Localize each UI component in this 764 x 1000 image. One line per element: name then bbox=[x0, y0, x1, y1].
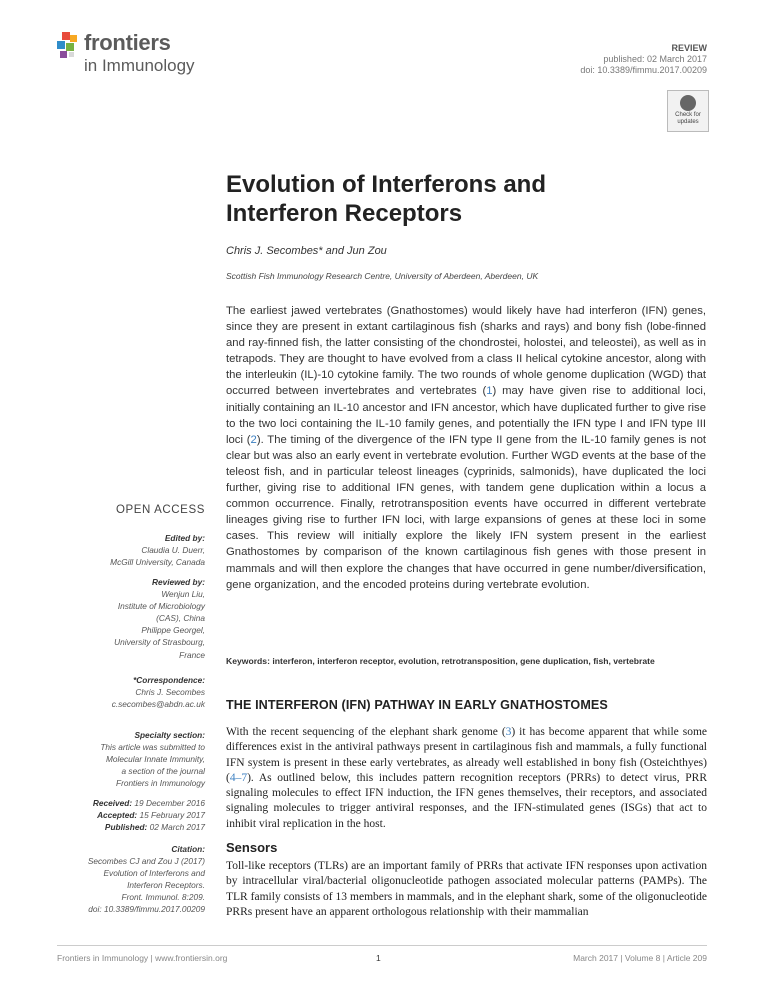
correspondence-block bbox=[58, 674, 205, 710]
published-date: published: 02 March 2017 bbox=[603, 54, 707, 64]
correspondence-name: Chris J. Secombes bbox=[135, 687, 205, 698]
specialty-line: This article was submitted to bbox=[100, 742, 205, 753]
citation-line[interactable]: doi: 10.3389/fimmu.2017.00209 bbox=[88, 904, 205, 915]
correspondence-label: *Correspondence: bbox=[133, 675, 205, 685]
affiliation: Scottish Fish Immunology Research Centre, University of Aberdeen, Aberdeen, UK bbox=[226, 271, 539, 281]
citation-link-1[interactable]: 1 bbox=[486, 385, 493, 398]
citation-label: Citation: bbox=[171, 844, 205, 854]
accepted-date: 15 February 2017 bbox=[139, 810, 205, 821]
reviewer-line: France bbox=[179, 649, 205, 660]
edited-by-label: Edited by: bbox=[164, 533, 205, 543]
p1-text-c: ). As outlined below, this includes pattern recognition receptors (PRRs) to detect virus, PRR signaling molecules to effect IFN induction, the IFN genes themselves, their receptors, and associated signaling molecules to trigger antiviral responses, and the IFN-stimulated genes (ISGs) that act to inhibit viral replication in the host. bbox=[226, 771, 707, 830]
correspondence-email[interactable]: c.secombes@abdn.ac.uk bbox=[111, 699, 205, 710]
citation-line: Evolution of Interferons and bbox=[103, 868, 205, 879]
footer-journal-link[interactable]: Frontiers in Immunology | www.frontiersin.org bbox=[57, 953, 228, 963]
p1-text-a: With the recent sequencing of the elephant shark genome ( bbox=[226, 726, 506, 738]
body-paragraph-2: Toll-like receptors (TLRs) are an important family of PRRs that activate IFN responses upon activation by intracellular viral/bacterial oligonucleotide pathogen associated molecular patterns (PAMPs). The TLR family consists of 13 members in mammals, and in the elephant shark, some of the oligonucleotide PRRs present have an apparent orthologous relationship with their mammalian bbox=[226, 860, 707, 918]
citation-line: Interferon Receptors. bbox=[127, 880, 205, 891]
dates-block bbox=[58, 797, 205, 833]
abstract bbox=[226, 303, 706, 593]
edited-by-block bbox=[58, 532, 205, 568]
reviewer-line: Wenjun Liu, bbox=[161, 589, 205, 600]
published-line bbox=[58, 821, 205, 833]
reviewer-line: Philippe Georgel, bbox=[141, 625, 205, 636]
authors: Chris J. Secombes* and Jun Zou bbox=[226, 245, 387, 257]
accepted-label: Accepted: bbox=[97, 810, 138, 821]
check-for-updates-icon bbox=[680, 95, 696, 111]
doi-link[interactable]: doi: 10.3389/fimmu.2017.00209 bbox=[580, 65, 707, 75]
footer-issue-info: March 2017 | Volume 8 | Article 209 bbox=[573, 953, 707, 963]
specialty-block bbox=[58, 729, 205, 789]
published-date-side: 02 March 2017 bbox=[149, 822, 205, 833]
received-date: 19 December 2016 bbox=[134, 798, 205, 808]
journal-logo-frontiers: frontiers bbox=[84, 30, 171, 55]
received-label: Received: bbox=[92, 798, 133, 808]
citation-line: Front. Immunol. 8:209. bbox=[121, 892, 205, 903]
citation-link-4-7[interactable]: 4–7 bbox=[229, 771, 248, 784]
reviewer-line: (CAS), China bbox=[156, 613, 205, 624]
citation-link-3[interactable]: 3 bbox=[505, 726, 512, 738]
keywords-list: interferon, interferon receptor, evolution, retrotransposition, gene duplication, fish, vertebrate bbox=[272, 656, 655, 666]
check-updates-line1: Check for bbox=[675, 112, 701, 118]
section-heading: THE INTERFERON (IFN) PATHWAY IN EARLY GNATHOSTOMES bbox=[226, 698, 608, 712]
keywords-label: Keywords: bbox=[226, 656, 270, 666]
article-title: Evolution of Interferons and Interferon Receptors bbox=[226, 171, 547, 227]
footer-divider bbox=[57, 945, 707, 946]
reviewed-by-label: Reviewed by: bbox=[151, 577, 205, 587]
journal-logo-name: in Immunology bbox=[84, 56, 195, 75]
specialty-line: Frontiers in Immunology bbox=[116, 778, 205, 789]
page-number: 1 bbox=[376, 953, 381, 963]
open-access-label: OPEN ACCESS bbox=[115, 504, 205, 516]
check-for-updates-button[interactable] bbox=[667, 90, 709, 132]
p1-text-b: ) it has become apparent that while some differences exist in the antiviral pathways present in cartilaginous fish and mammals, a fully functional IFN system is present in these early vertebrates, as already well established in bony fish (Osteichthyes) ( bbox=[226, 726, 707, 784]
frontiers-logo-icon bbox=[56, 32, 82, 62]
abstract-text-1: The earliest jawed vertebrates (Gnathostomes) would likely have had interferon (IFN) genes, since they are present in extant cartilaginous fish (sharks and rays) and bony fish (lobe-finned and ray-finned fish, the latter consisting of the chondrostei, holostei, and teleostei), as well as in tetrapods. They are thought to have evolved from a class II helical cytokine ancestor, along with the interleukin (IL)-10 cytokine family. The two rounds of whole genome duplication (WGD) that occurred between invertebrates and vertebrates ( bbox=[226, 305, 706, 398]
accepted-line bbox=[58, 809, 205, 821]
published-label: Published: bbox=[104, 822, 148, 833]
reviewer-line: Institute of Microbiology bbox=[117, 601, 205, 612]
article-type: REVIEW bbox=[671, 43, 707, 53]
reviewed-by-block bbox=[58, 576, 205, 661]
specialty-line: a section of the journal bbox=[121, 766, 205, 777]
body-paragraph-1 bbox=[226, 725, 707, 832]
keywords bbox=[226, 656, 706, 666]
editor-line: McGill University, Canada bbox=[110, 557, 205, 568]
citation-block bbox=[58, 843, 205, 916]
citation-line: Secombes CJ and Zou J (2017) bbox=[87, 856, 205, 867]
check-updates-line2: updates bbox=[677, 119, 699, 125]
abstract-text-2: ) may have given rise to additional loci, initially containing an IL-10 ancestor and IFN ancestor, which have duplicated further to give rise to the two loci containing the IL-10 family genes, and potentially the IFN type I and IFN type III loci ( bbox=[226, 385, 706, 446]
specialty-label: Specialty section: bbox=[134, 730, 205, 740]
subsection-heading: Sensors bbox=[226, 840, 278, 855]
editor-line: Claudia U. Duerr, bbox=[141, 545, 205, 556]
reviewer-line: University of Strasbourg, bbox=[114, 637, 205, 648]
citation-link-2[interactable]: 2 bbox=[250, 433, 257, 446]
received-line bbox=[58, 797, 205, 809]
abstract-text-3: ). The timing of the divergence of the IFN type II gene from the IL-10 family genes is not clear but was also an early event in vertebrate evolution. Further WGD events at the base of the teleost fish, and in particular teleost lineages (cyprinids, salmonids), have duplicated the loci further, giving rise to additional IFN genes, with tandem gene duplication within a locus a common occurrence. Finally, retrotransposition events have occurred in different vertebrate lineages giving rise to further IFN loci, with large expansions of genes at these loci in some cases. This review will initially explore the likely IFN system present in the earliest Gnathostomes by comparison of the known cartilaginous fish genes with those present in mammals and will then explore the changes that have occurred in gene number/diversification, gene organization, and the encoded proteins during vertebrate evolution. bbox=[226, 433, 706, 591]
specialty-line: Molecular Innate Immunity, bbox=[106, 754, 205, 765]
